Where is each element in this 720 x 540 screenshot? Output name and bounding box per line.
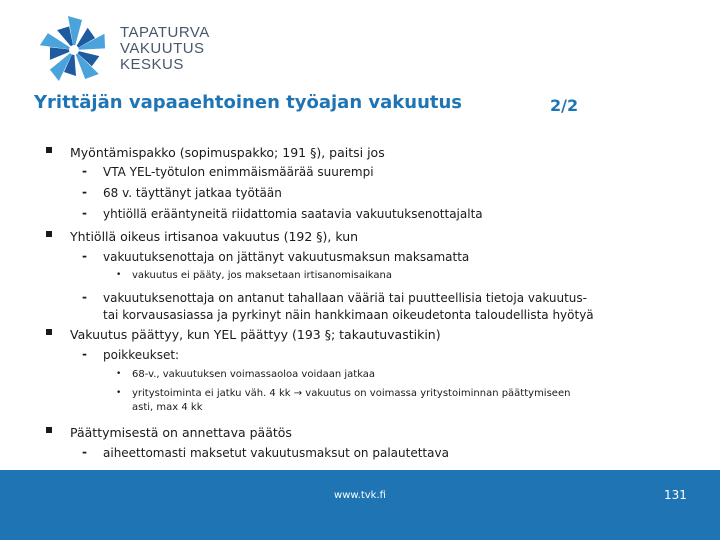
bullet-square-icon — [46, 329, 52, 335]
bullet-2-1: vakuutuksenottaja on jättänyt vakuutusmaksun maksamatta — [103, 250, 470, 264]
bullet-4-1: aiheettomasti maksetut vakuutusmaksut on palautettava — [103, 446, 449, 460]
bullet-3-1-1: 68-v., vakuutuksen voimassaoloa voidaan jatkaa — [132, 369, 376, 380]
bullet-1: Myöntämispakko (sopimuspakko; 191 §), paitsi jos — [70, 145, 385, 160]
bullet-square-icon — [46, 427, 52, 433]
bullet-square-icon — [46, 147, 52, 153]
bullet-3: Vakuutus päättyy, kun YEL päättyy (193 §; takautuvastikin) — [70, 327, 441, 342]
bullet-1-1: VTA YEL-työtulon enimmäismäärää suurempi — [103, 165, 374, 179]
logo-line-2: VAKUUTUS — [120, 40, 205, 57]
dash-icon: - — [82, 164, 87, 178]
bullet-2-1-1: vakuutus ei pääty, jos maksetaan irtisanomisaikana — [132, 270, 392, 281]
logo-line-3: KESKUS — [120, 56, 184, 73]
logo-line-1: TAPATURVA — [120, 24, 210, 41]
bullet-2: Yhtiöllä oikeus irtisanoa vakuutus (192 §), kun — [70, 229, 359, 244]
dash-icon: - — [82, 347, 87, 361]
bullet-2-2-line-2: tai korvausasiassa ja pyrkinyt näin hankkimaan oikeudetonta taloudellista hyötyä — [103, 308, 594, 322]
dot-bullet-icon: • — [116, 388, 122, 398]
bullet-1-2: 68 v. täyttänyt jatkaa työtään — [103, 186, 282, 200]
footer-url: www.tvk.fi — [334, 490, 386, 501]
dash-icon: - — [82, 206, 87, 220]
dash-icon: - — [82, 249, 87, 263]
dash-icon: - — [82, 185, 87, 199]
dot-bullet-icon: • — [116, 369, 122, 379]
dash-icon: - — [82, 445, 87, 459]
bullet-3-1-2-line-1: yritystoiminta ei jatku väh. 4 kk → vakuutus on voimassa yritystoiminnan päättymiseen — [132, 388, 571, 399]
bullet-square-icon — [46, 231, 52, 237]
slide-page-indicator: 2/2 — [550, 96, 579, 115]
bullet-3-1-2-line-2: asti, max 4 kk — [132, 402, 203, 413]
bullet-1-3: yhtiöllä erääntyneitä riidattomia saatavia vakuutuksenottajalta — [103, 207, 483, 221]
bullet-4: Päättymisestä on annettava päätös — [70, 425, 292, 440]
slide-title: Yrittäjän vapaaehtoinen työajan vakuutus — [34, 92, 463, 113]
bullet-2-2-line-1: vakuutuksenottaja on antanut tahallaan vääriä tai puutteellisia tietoja vakuutus- — [103, 291, 587, 305]
dot-bullet-icon: • — [116, 270, 122, 280]
footer-bar — [0, 470, 720, 540]
dash-icon: - — [82, 290, 87, 304]
bullet-3-1: poikkeukset: — [103, 348, 180, 362]
footer-page-number: 131 — [664, 488, 687, 502]
